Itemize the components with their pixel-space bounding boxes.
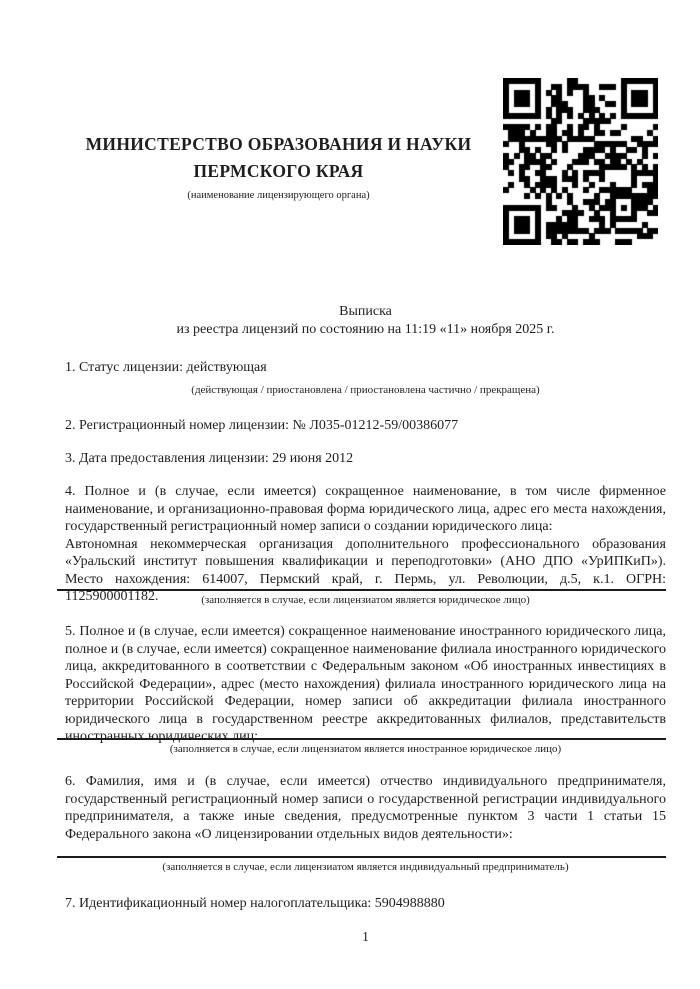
page-number: 1 (362, 930, 369, 945)
item-5-foreign-legal-entity (65, 623, 666, 746)
issuing-authority-name-line1: МИНИСТЕРСТВО ОБРАЗОВАНИЯ И НАУКИ (85, 134, 472, 154)
item-7-text: 7. Идентификационный номер налогоплательщика: 5904988880 (65, 896, 445, 911)
fill-in-rule-item-6 (57, 856, 666, 858)
issuing-authority-header (60, 131, 497, 202)
issuing-authority-name-line2: ПЕРМСКОГО КРАЯ (193, 161, 364, 181)
item-2-registration-number (65, 417, 666, 435)
item-6-individual-entrepreneur (65, 773, 666, 843)
item-7-taxpayer-id (65, 895, 666, 913)
item-4-legal-entity (65, 483, 666, 606)
item-6-note: (заполняется в случае, если лицензиатом является индивидуальный предприниматель) (162, 861, 569, 873)
fill-in-rule-item-4 (57, 589, 666, 591)
issuing-authority-caption: (наименование лицензирующего органа) (187, 190, 370, 201)
qr-code (503, 78, 658, 245)
item-6-label: 6. Фамилия, имя и (в случае, если имеется) отчество индивидуального предпринимателя, государственный регистрационный номер записи о государственной регистрации индивидуального предпринимателя, а также иные сведения, предусмотренные пунктом 3 части 1 статьи 15 Федерального закона «О лицензировании отдельных видов деятельности»: (65, 774, 666, 842)
item-1-license-status (65, 359, 666, 377)
fill-in-rule-item-5 (57, 738, 666, 740)
item-1-text: 1. Статус лицензии: действующая (65, 360, 267, 375)
document-title (65, 303, 666, 339)
item-3-grant-date (65, 450, 666, 468)
item-5-note: (заполняется в случае, если лицензиатом является иностранное юридическое лицо) (169, 743, 562, 755)
item-4-label: 4. Полное и (в случае, если имеется) сокращенное наименование, в том числе фирменное наименование, и организационно-правовая форма юридического лица, адрес его места нахождения, государственный регистрационный номер записи о создании юридического лица: (65, 484, 666, 534)
document-title-line1: Выписка (339, 304, 392, 319)
item-1-note: (действующая / приостановлена / приостановлена частично / прекращена) (191, 384, 540, 396)
item-2-text: 2. Регистрационный номер лицензии: № Л035-01212-59/00386077 (65, 418, 459, 433)
item-4-note: (заполняется в случае, если лицензиатом является юридическое лицо) (201, 594, 530, 606)
item-3-text: 3. Дата предоставления лицензии: 29 июня 2012 (65, 451, 354, 466)
document-title-line2: из реестра лицензий по состоянию на 11:19 «11» ноября 2025 г. (176, 322, 555, 337)
item-4-value: Автономная некоммерческая организация дополнительного профессионального образования «Уральский институт повышения квалификации и переподготовки» (АНО ДПО «УрИПКиП»). Место нахождения: 614007, Пермский край, г. Пермь, ул. Революции, д.5, к.1. ОГРН: 1125900001182. (65, 536, 666, 604)
item-5-label: 5. Полное и (в случае, если имеется) сокращенное наименование иностранного юридического лица, полное и (в случае, если имеется) сокращенное наименование филиала иностранного юридического лица, аккредитованного в соответствии с Федеральным законом «Об иностранных инвестициях в Российской Федерации», адрес (место нахождения) филиала иностранного юридического лица на территории Российской Федерации, номер записи об аккредитации филиала иностранного юридического лица в государственном реестре аккредитованных филиалов, представительств иностранных юридических лиц: (65, 624, 666, 744)
